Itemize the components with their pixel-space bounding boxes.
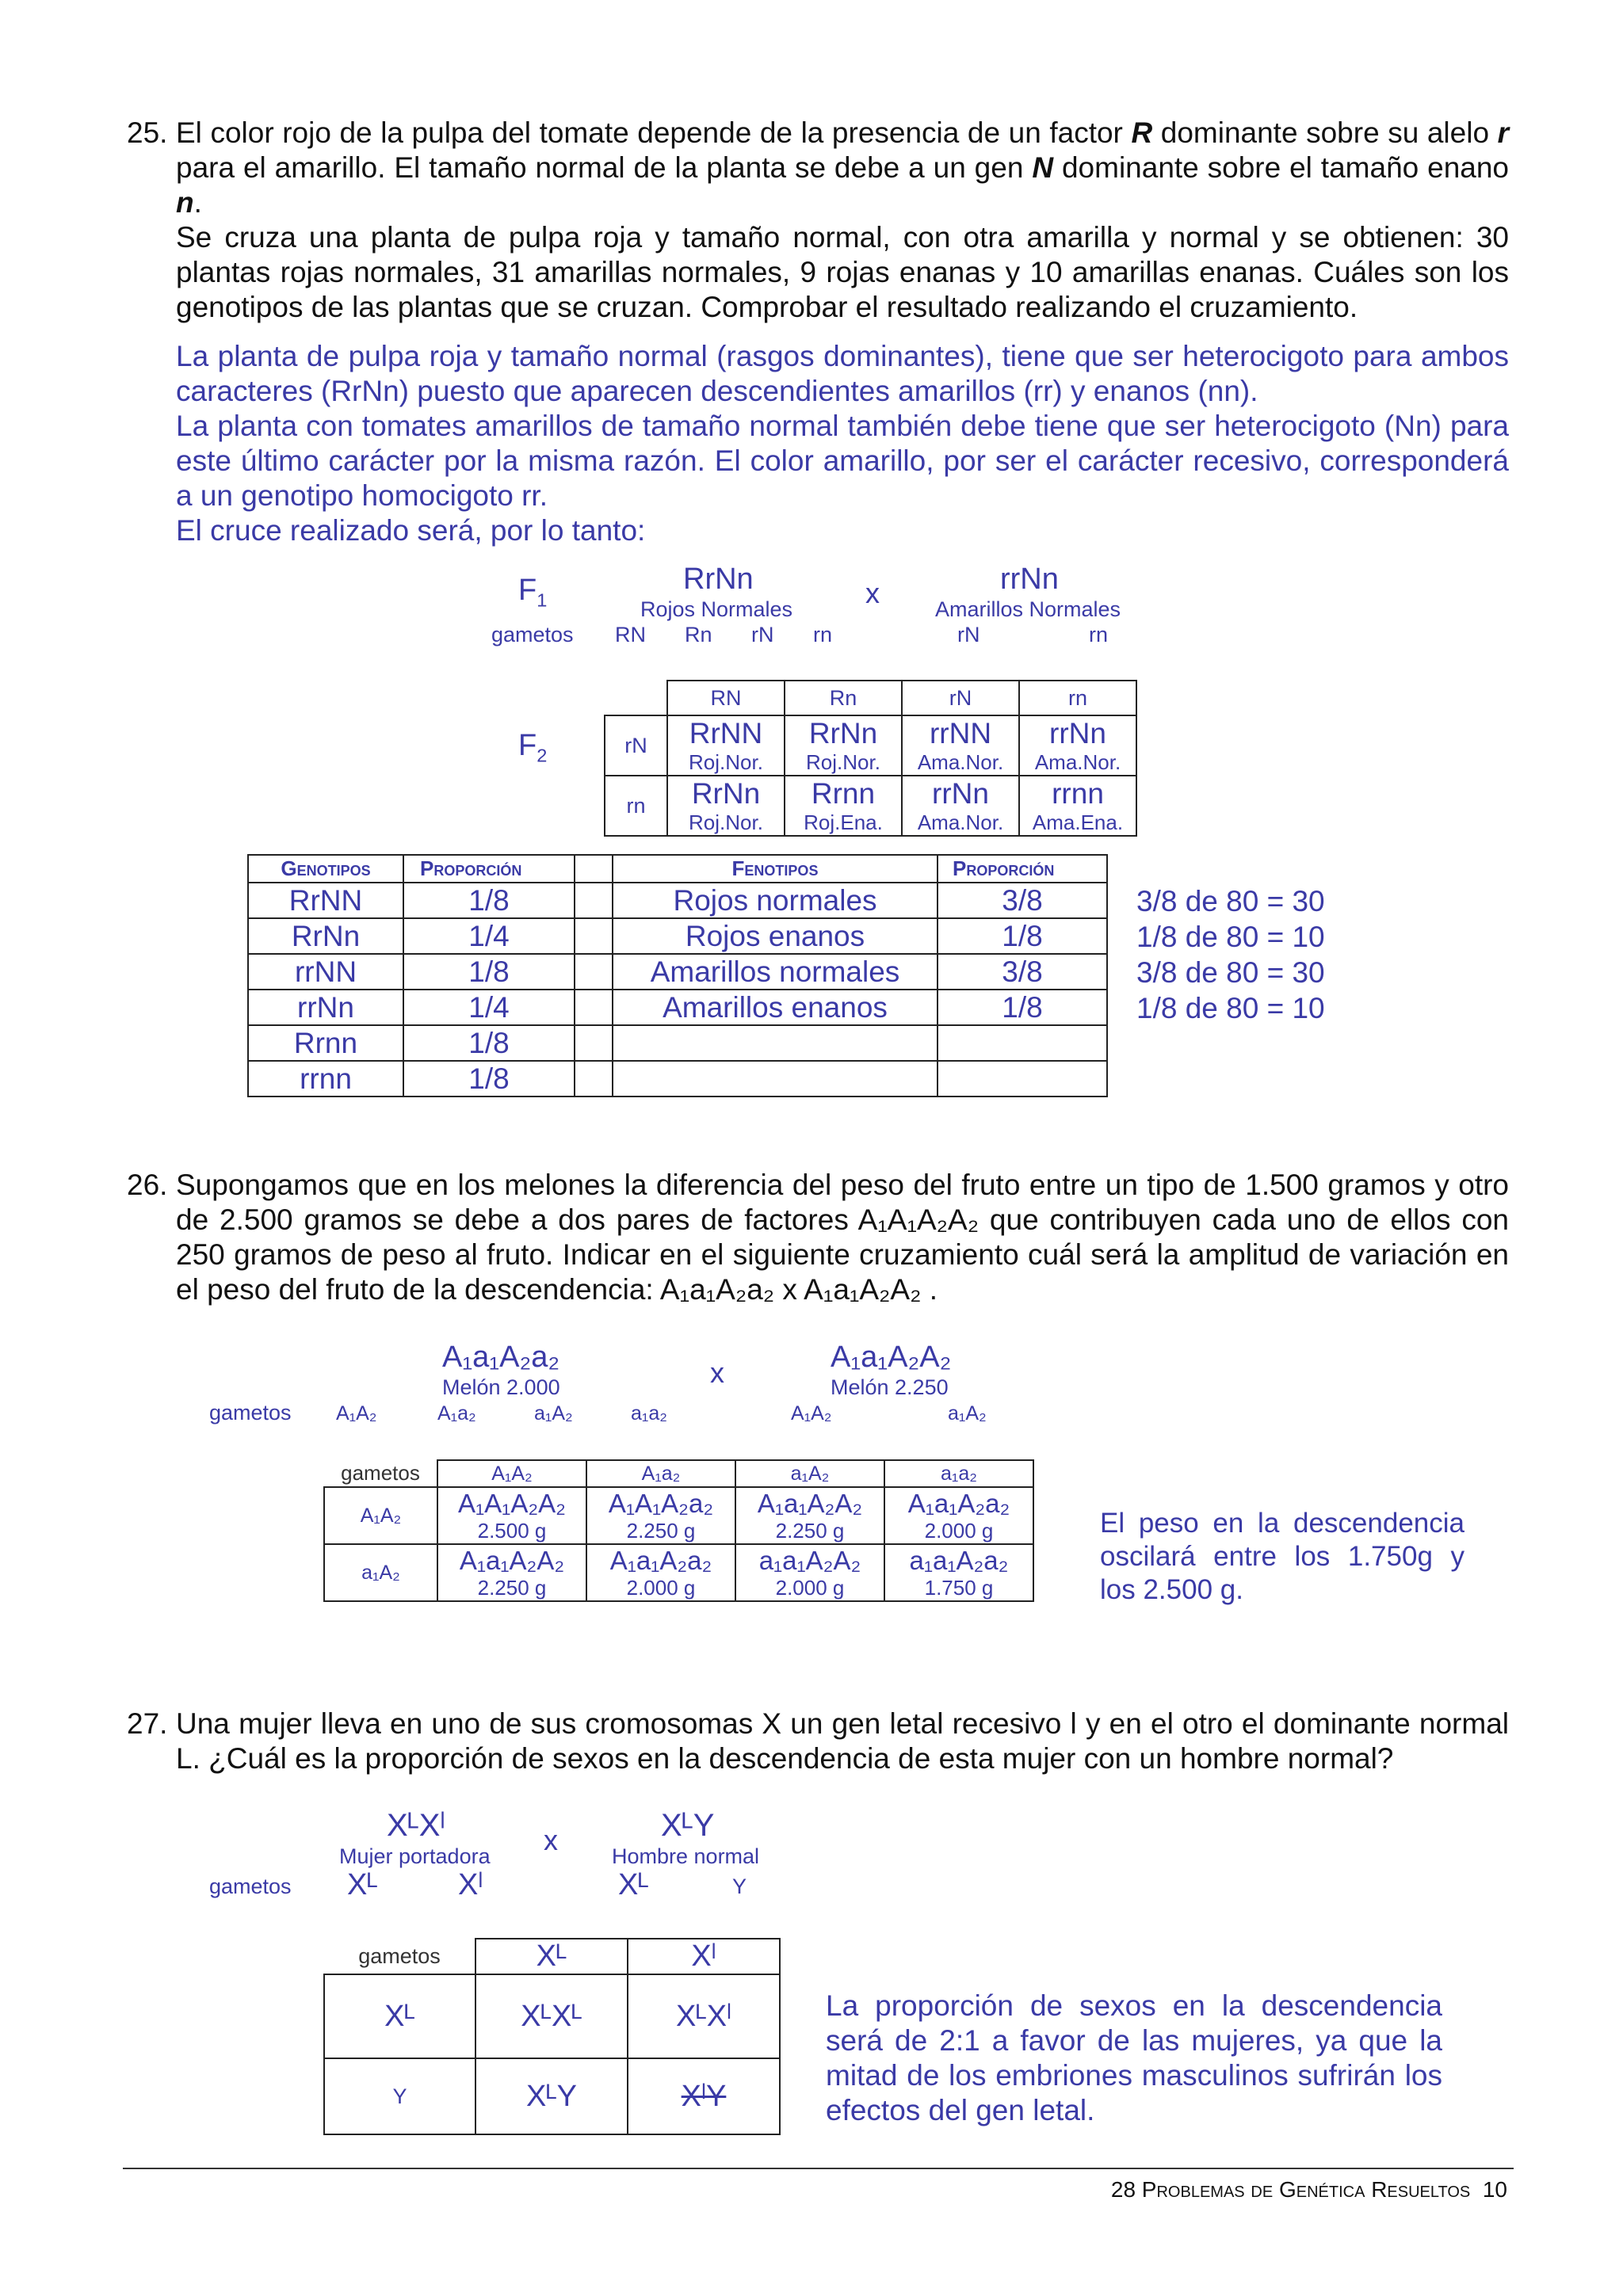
punnett-cell: XᴸXˡ (628, 1974, 780, 2058)
gametes-label: gametos (491, 623, 574, 646)
punnett-cell: A₁a₁A₂A₂ 2.250 g (437, 1544, 586, 1601)
table-row: rrNN 1/8 Amarillos normales 3/8 (248, 954, 1107, 990)
parent1-genotype: XᴸXˡ (387, 1808, 445, 1843)
parent2-desc: Amarillos Normales (935, 597, 1121, 621)
punnett-cell: rrNN Ama.Nor. (902, 715, 1019, 776)
table-row: RrNn 1/4 Rojos enanos 1/8 (248, 918, 1107, 954)
cross-x: x (710, 1356, 724, 1389)
punnett-cell: Rrnn Roj.Ena. (785, 776, 902, 836)
gamete: RN (615, 623, 646, 646)
punnett-cell: a₁a₁A₂a₂ 1.750 g (884, 1544, 1033, 1601)
punnett-cell: a₁a₁A₂A₂ 2.000 g (735, 1544, 884, 1601)
parent2-desc: Hombre normal (612, 1844, 760, 1868)
gamete: rN (957, 623, 980, 646)
parent1-genotype: A₁a₁A₂a₂ (442, 1341, 560, 1374)
parent1-desc: Mujer portadora (339, 1844, 491, 1868)
gamete: rn (1089, 623, 1109, 646)
gamete: Xᴸ (618, 1868, 649, 1901)
column-header: rN (902, 681, 1019, 715)
gamete: A₁a₂ (437, 1402, 476, 1425)
question-number: 25. (127, 116, 168, 149)
row-header: a₁A₂ (324, 1544, 437, 1601)
page-number: 10 (1482, 2177, 1507, 2202)
gamete: rn (813, 623, 833, 646)
column-header: Rn (785, 681, 902, 715)
gamete: a₁A₂ (948, 1402, 987, 1425)
cross-x: x (865, 577, 880, 609)
column-header: Proporción (403, 855, 575, 883)
table-row: rrNn 1/4 Amarillos enanos 1/8 (248, 990, 1107, 1025)
gamete: Rn (685, 623, 712, 646)
column-header: a₁a₂ (884, 1460, 1033, 1487)
answer-27: La proporción de sexos en la descendencia será de 2:1 a favor de las mujeres, ya que la mitad de los embriones masculinos sufrirán los efectos del gen letal. (826, 1989, 1442, 2126)
parent2-desc: Melón 2.250 (831, 1375, 949, 1399)
question-27 (127, 1707, 1509, 1776)
f2-label: $F_2$ (518, 729, 548, 766)
parent1-desc: Melón 2.000 (442, 1375, 560, 1399)
gamete: A₁A₂ (791, 1402, 832, 1425)
gamete: Y (732, 1875, 747, 1898)
parent1-desc: Rojos Normales (640, 597, 793, 621)
parent2-genotype: rrNn (1000, 563, 1059, 596)
parent2-genotype: XᴸY (661, 1808, 715, 1843)
column-header: Fenotipos (613, 855, 938, 883)
row-header: rn (605, 776, 667, 836)
question-26 (127, 1168, 1509, 1307)
genotype-phenotype-table (247, 854, 1108, 1097)
table-row: Rrnn 1/8 (248, 1025, 1107, 1061)
punnett-cell-lethal: XˡY (628, 2058, 780, 2134)
punnett-cell: XᴸXᴸ (475, 1974, 628, 2058)
corner-label: gametos (324, 1460, 437, 1487)
column-header: Proporción (938, 855, 1107, 883)
punnett-cell: A₁a₁A₂a₂ 2.000 g (586, 1544, 735, 1601)
punnett-cell: rrnn Ama.Ena. (1019, 776, 1136, 836)
question-number: 27. (127, 1707, 168, 1740)
page-footer (1111, 2177, 1507, 2203)
column-header: Xᴸ (475, 1939, 628, 1974)
column-header: Genotipos (248, 855, 403, 883)
question-26-text: Supongamos que en los melones la diferencia del peso del fruto entre un tipo de 1.500 gramos y otro de 2.500 gramos se debe a dos pares de factores A₁A₁A₂A₂ que contribuyen cada uno de ellos con 250 gramos de peso al fruto. Indicar en el siguiente cruzamiento cuál será la amplitud de variación en el peso del fruto de la descendencia: A₁a₁A₂a₂ x A₁a₁A₂A₂ . (176, 1169, 1509, 1306)
gamete: Xᴸ (347, 1868, 378, 1901)
footer-divider (123, 2168, 1514, 2169)
cross-x: x (544, 1824, 558, 1856)
column-header: A₁A₂ (437, 1460, 586, 1487)
punnett-cell: A₁a₁A₂A₂ 2.250 g (735, 1487, 884, 1544)
gamete: A₁A₂ (336, 1402, 377, 1425)
question-25-text-2: Se cruza una planta de pulpa roja y tamaño normal, con otra amarilla y normal y se obtienen: 30 plantas rojas normales, 31 amarillas normales, 9 rojas enanas y 10 amarillas enanas. Cuáles son los genotipos de las plantas que se cruzan. Comprobar el resultado realizando el cruzamiento. (176, 221, 1509, 323)
punnett-square-27 (323, 1938, 781, 2135)
gametes-label: gametos (209, 1875, 292, 1898)
punnett-square-26 (323, 1459, 1034, 1602)
column-header: a₁A₂ (735, 1460, 884, 1487)
f1-label: $F_1$ (518, 574, 548, 611)
table-row: rrnn 1/8 (248, 1061, 1107, 1097)
column-header: RN (667, 681, 785, 715)
row-header: Y (324, 2058, 475, 2134)
answer-25: La planta de pulpa roja y tamaño normal (rasgos dominantes), tiene que ser heterocigoto para ambos caracteres (RrNn) puesto que aparecen descendientes amarillos (rr) y enanos (nn). La planta con tomates amarillos de tamaño normal también debe tiene que ser heterocigoto (Nn) para este último carácter por la misma razón. El color amarillo, por ser el carácter recesivo, corresponderá a un genotipo homocigoto rr. El cruce realizado será, por lo tanto: (176, 340, 1509, 547)
question-25-text: El color rojo de la pulpa del tomate depende de la presencia de un factor R dominante sobre su alelo r para el amarillo. El tamaño normal de la planta se debe a un gen N dominante sobre el tamaño enano n. (176, 116, 1510, 219)
row-header: A₁A₂ (324, 1487, 437, 1544)
punnett-cell: rrNn Ama.Nor. (902, 776, 1019, 836)
column-header: Xˡ (628, 1939, 780, 1974)
punnett-square-25 (604, 680, 1137, 837)
punnett-cell: RrNn Roj.Nor. (785, 715, 902, 776)
row-header: rN (605, 715, 667, 776)
column-header: A₁a₂ (586, 1460, 735, 1487)
punnett-cell: RrNn Roj.Nor. (667, 776, 785, 836)
punnett-cell: A₁A₁A₂a₂ 2.250 g (586, 1487, 735, 1544)
punnett-cell: RrNN Roj.Nor. (667, 715, 785, 776)
table-row: RrNN 1/8 Rojos normales 3/8 (248, 883, 1107, 918)
parent1-genotype: RrNn (683, 563, 754, 596)
gamete: a₁A₂ (534, 1402, 573, 1425)
row-header: Xᴸ (324, 1974, 475, 2058)
column-header: rn (1019, 681, 1136, 715)
answer-26: El peso en la descendencia oscilará entre los 1.750g y los 2.500 g. (1100, 1508, 1465, 1605)
question-27-text: Una mujer lleva en uno de sus cromosomas X un gen letal recesivo l y en el otro el dominante normal L. ¿Cuál es la proporción de sexos en la descendencia de esta mujer con un hombre normal? (176, 1707, 1509, 1775)
parent2-genotype: A₁a₁A₂A₂ (831, 1341, 952, 1374)
question-25 (127, 116, 1509, 325)
punnett-cell: XᴸY (475, 2058, 628, 2134)
count-results: 3/8 de 80 = 30 1/8 de 80 = 10 3/8 de 80 = 30 1/8 de 80 = 10 (1136, 885, 1325, 1024)
corner-label: gametos (324, 1939, 475, 1974)
question-number: 26. (127, 1169, 168, 1201)
punnett-cell: rrNn Ama.Nor. (1019, 715, 1136, 776)
gamete: rN (751, 623, 774, 646)
punnett-cell: A₁A₁A₂A₂ 2.500 g (437, 1487, 586, 1544)
gamete: Xˡ (458, 1868, 483, 1901)
gametes-label: gametos (209, 1401, 292, 1425)
punnett-cell: A₁a₁A₂a₂ 2.000 g (884, 1487, 1033, 1544)
footer-title: 28 Problemas de Genética Resueltos (1110, 2177, 1471, 2202)
gamete: a₁a₂ (631, 1402, 667, 1425)
